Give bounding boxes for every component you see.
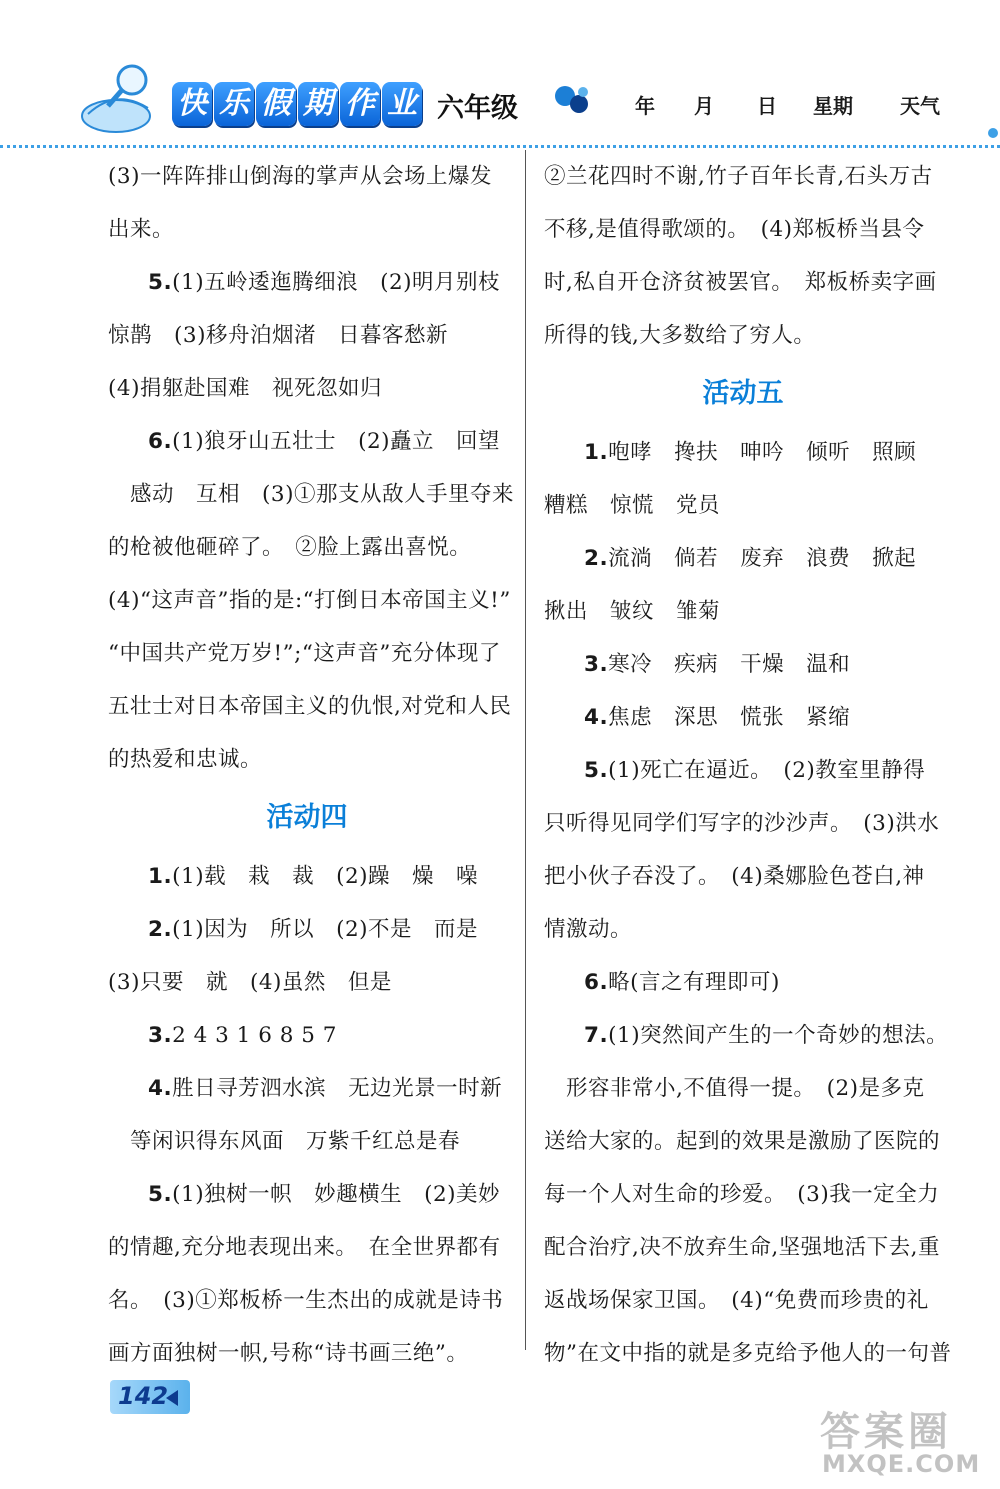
answer-line [544, 532, 942, 585]
text-line: 等闲识得东风面 万紫千红总是春 [130, 1129, 461, 1154]
title-char: 业 [382, 82, 422, 126]
text-line: 返战场保家卫国。 (4)“免费而珍贵的礼 [544, 1288, 929, 1313]
text-line: (4)“这声音”指的是:“打倒日本帝国主义!” [108, 588, 511, 613]
title-char: 乐 [214, 82, 254, 126]
answer-line [108, 850, 506, 903]
question-number: 2. [584, 546, 609, 571]
text-line: “中国共产党万岁!”;“这声音”充分体现了 [108, 641, 501, 666]
answer-line [544, 638, 942, 691]
text-line: 揪出 皱纹 雏菊 [544, 599, 721, 624]
title-char: 期 [298, 82, 338, 126]
text-line: 五壮士对日本帝国主义的仇恨,对党和人民 [108, 694, 512, 719]
question-number: 6. [148, 429, 173, 454]
answer-line [108, 1168, 506, 1221]
answer-text: (1)狼牙山五壮士 (2)矗立 回望 [172, 429, 501, 454]
answer-line [544, 956, 942, 1009]
answer-line [544, 426, 942, 479]
title-char: 快 [172, 82, 212, 126]
answer-text: 2 4 3 1 6 8 5 7 [172, 1023, 337, 1048]
text-line: 惊鹊 (3)移舟泊烟渚 日暮客愁新 [108, 323, 448, 348]
answer-text: 胜日寻芳泗水滨 无边光景一时新 [172, 1076, 503, 1101]
answer-text: (1)五岭逶迤腾细浪 (2)明月别枝 [172, 270, 501, 295]
section-heading: 活动五 [702, 378, 784, 409]
text-line: 每一个人对生命的珍爱。 (3)我一定全力 [544, 1182, 940, 1207]
answer-text: (1)独树一帜 妙趣横生 (2)美妙 [172, 1182, 501, 1207]
text-line: 的热爱和忠诚。 [108, 747, 263, 772]
text-line: 情激动。 [544, 917, 633, 942]
question-number: 3. [584, 652, 609, 677]
question-number: 5. [584, 758, 609, 783]
day-field: 日 [757, 94, 777, 118]
text-line: 名。 (3)①郑板桥一生杰出的成就是诗书 [108, 1288, 504, 1313]
answer-text: 略(言之有理即可) [608, 970, 780, 995]
watermark [790, 1400, 990, 1485]
answer-line [108, 256, 506, 309]
question-number: 3. [148, 1023, 173, 1048]
title-char: 假 [256, 82, 296, 126]
column-divider [525, 150, 526, 1350]
answer-text: (1)载 栽 裁 (2)躁 燥 噪 [172, 864, 479, 889]
answer-text: 流淌 倘若 废弃 浪费 掀起 [608, 546, 917, 571]
question-number: 5. [148, 270, 173, 295]
answer-text: 寒冷 疾病 干燥 温和 [608, 652, 851, 677]
text-line: 所得的钱,大多数给了穷人。 [544, 323, 816, 348]
answer-text: 焦虑 深思 慌张 紧缩 [608, 705, 851, 730]
left-column [108, 150, 514, 1380]
balls-icon [553, 82, 593, 118]
question-number: 7. [584, 1023, 609, 1048]
answer-line [108, 415, 506, 468]
question-number: 1. [584, 440, 609, 465]
answer-line [544, 691, 942, 744]
text-line: 的情趣,充分地表现出来。 在全世界都有 [108, 1235, 501, 1260]
grade-label: 六年级 [437, 93, 518, 124]
text-line: 送给大家的。起到的效果是激励了医院的 [544, 1129, 941, 1154]
text-line: 时,私自开仓济贫被罢官。 郑板桥卖字画 [544, 270, 937, 295]
text-line: 糟糕 惊慌 党员 [544, 493, 721, 518]
watermark-text: 答案圈 [820, 1409, 952, 1455]
text-line: 物”在文中指的就是多克给予他人的一句普 [544, 1341, 952, 1366]
right-column [544, 150, 952, 1380]
page-number-badge [110, 1380, 190, 1414]
question-number: 4. [584, 705, 609, 730]
page-number: 142 [118, 1382, 169, 1410]
text-line: (3)一阵阵排山倒海的掌声从会场上爆发 [108, 164, 492, 189]
text-line: 的枪被他砸碎了。 ②脸上露出喜悦。 [108, 535, 472, 560]
text-line: 配合治疗,决不放弃生命,坚强地活下去,重 [544, 1235, 941, 1260]
title-char: 作 [340, 82, 380, 126]
text-line: 不移,是值得歌颂的。 (4)郑板桥当县令 [544, 217, 925, 242]
answer-text: 咆哮 搀扶 呻吟 倾听 照顾 [608, 440, 917, 465]
year-field: 年 [635, 94, 655, 118]
weather-field: 天气 [900, 94, 940, 118]
question-number: 6. [584, 970, 609, 995]
date-fields [600, 90, 970, 120]
text-line: 画方面独树一帜,号称“诗书画三绝”。 [108, 1341, 469, 1366]
answer-text: (1)因为 所以 (2)不是 而是 [172, 917, 479, 942]
magnifier-book-icon [78, 58, 168, 138]
answer-line [108, 1009, 506, 1062]
answer-text: (1)突然间产生的一个奇妙的想法。 [608, 1023, 949, 1048]
text-line: (4)捐躯赴国难 视死忽如归 [108, 376, 382, 401]
text-line: (3)只要 就 (4)虽然 但是 [108, 970, 392, 995]
header-divider [0, 145, 1000, 148]
answer-text: (1)死亡在逼近。 (2)教室里静得 [608, 758, 926, 783]
question-number: 5. [148, 1182, 173, 1207]
text-line: 形容非常小,不值得一提。 (2)是多克 [566, 1076, 925, 1101]
section-heading: 活动四 [266, 802, 348, 833]
question-number: 4. [148, 1076, 173, 1101]
month-field: 月 [694, 94, 714, 118]
answer-line [544, 1009, 949, 1062]
text-line: 感动 互相 (3)①那支从敌人手里夺来 [130, 482, 514, 507]
answer-line [108, 903, 506, 956]
question-number: 2. [148, 917, 173, 942]
question-number: 1. [148, 864, 173, 889]
text-line: 只听得见同学们写字的沙沙声。 (3)洪水 [544, 811, 940, 836]
text-line: ②兰花四时不谢,竹子百年长青,石头万古 [544, 164, 933, 189]
answer-line [108, 1062, 506, 1115]
book-title [172, 82, 422, 128]
weekday-field: 星期 [813, 94, 853, 118]
text-line: 出来。 [108, 217, 175, 242]
text-line: 把小伙子吞没了。 (4)桑娜脸色苍白,神 [544, 864, 925, 889]
watermark-url: MXQE.COM [822, 1450, 981, 1478]
page-arrow-icon [166, 1390, 178, 1406]
header-dot [988, 128, 998, 138]
answer-line [544, 744, 942, 797]
page-header [0, 0, 1000, 150]
